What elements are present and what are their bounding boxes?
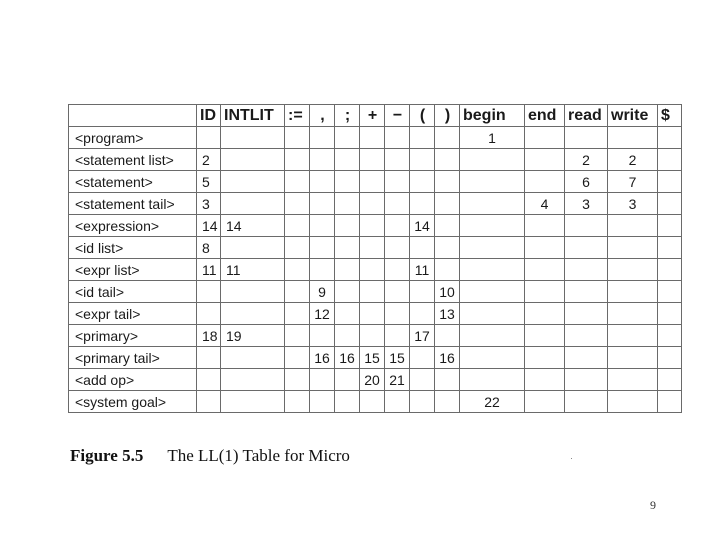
- header-terminal: (: [410, 105, 435, 127]
- table-cell: 19: [221, 325, 285, 347]
- table-cell: [285, 347, 310, 369]
- table-cell: [410, 303, 435, 325]
- table-cell: 15: [360, 347, 385, 369]
- table-cell: 4: [525, 193, 565, 215]
- table-cell: [221, 237, 285, 259]
- table-cell: [608, 281, 658, 303]
- table-cell: [197, 281, 221, 303]
- table-cell: [335, 237, 360, 259]
- table-cell: [285, 193, 310, 215]
- table-cell: 2: [565, 149, 608, 171]
- table-cell: [525, 369, 565, 391]
- table-cell: [310, 171, 335, 193]
- header-terminal: ): [435, 105, 460, 127]
- table-cell: [221, 149, 285, 171]
- table-row: [69, 303, 682, 325]
- table-cell: [608, 391, 658, 413]
- table-cell: [385, 237, 410, 259]
- table-cell: [360, 149, 385, 171]
- table-cell: [525, 127, 565, 149]
- table-cell: [658, 325, 682, 347]
- table-cell: [360, 281, 385, 303]
- table-cell: [460, 215, 525, 237]
- table-cell: [565, 259, 608, 281]
- table-row: [69, 193, 682, 215]
- table-cell: [565, 391, 608, 413]
- table-cell: [385, 281, 410, 303]
- table-cell: [410, 193, 435, 215]
- table-cell: [410, 149, 435, 171]
- table-cell: [608, 325, 658, 347]
- table-cell: [608, 237, 658, 259]
- table-cell: [410, 237, 435, 259]
- nonterminal-label: <expression>: [69, 215, 197, 237]
- table-cell: [385, 193, 410, 215]
- table-cell: 16: [335, 347, 360, 369]
- table-cell: [658, 237, 682, 259]
- table-cell: 16: [310, 347, 335, 369]
- header-terminal: ID: [197, 105, 221, 127]
- table-row: [69, 369, 682, 391]
- table-cell: [460, 149, 525, 171]
- table-cell: 16: [435, 347, 460, 369]
- scan-speck: [571, 458, 572, 459]
- table-cell: 21: [385, 369, 410, 391]
- table-body: [69, 127, 682, 413]
- header-terminal: begin: [460, 105, 525, 127]
- table-cell: [335, 171, 360, 193]
- table-cell: [565, 369, 608, 391]
- table-cell: [460, 281, 525, 303]
- table-cell: [658, 369, 682, 391]
- table-cell: [435, 391, 460, 413]
- table-cell: [608, 259, 658, 281]
- table-cell: [435, 193, 460, 215]
- table-cell: [360, 325, 385, 347]
- table-cell: 2: [197, 149, 221, 171]
- table-cell: [335, 369, 360, 391]
- table-cell: [310, 193, 335, 215]
- table-cell: [221, 193, 285, 215]
- table-cell: [435, 127, 460, 149]
- table-row: [69, 281, 682, 303]
- table-cell: [658, 127, 682, 149]
- figure-title: The LL(1) Table for Micro: [167, 446, 350, 465]
- table-cell: [285, 369, 310, 391]
- table-cell: [385, 325, 410, 347]
- table-cell: [565, 127, 608, 149]
- table-cell: [525, 325, 565, 347]
- table-cell: [525, 391, 565, 413]
- table-row: [69, 391, 682, 413]
- table-cell: [525, 259, 565, 281]
- table-cell: 5: [197, 171, 221, 193]
- header-terminal: write: [608, 105, 658, 127]
- nonterminal-label: <system goal>: [69, 391, 197, 413]
- table-cell: [360, 215, 385, 237]
- table-cell: [285, 325, 310, 347]
- table-cell: 15: [385, 347, 410, 369]
- table-cell: [221, 171, 285, 193]
- table-cell: 9: [310, 281, 335, 303]
- table-cell: [435, 149, 460, 171]
- table-cell: [335, 391, 360, 413]
- table-cell: [565, 325, 608, 347]
- table-cell: [360, 127, 385, 149]
- table-row: [69, 347, 682, 369]
- table-cell: [525, 171, 565, 193]
- table-cell: [435, 237, 460, 259]
- table-cell: [565, 281, 608, 303]
- nonterminal-label: <expr tail>: [69, 303, 197, 325]
- table-row: [69, 259, 682, 281]
- nonterminal-label: <expr list>: [69, 259, 197, 281]
- table-cell: [525, 215, 565, 237]
- table-cell: [221, 127, 285, 149]
- header-terminal: :=: [285, 105, 310, 127]
- table-cell: [221, 303, 285, 325]
- table-row: [69, 237, 682, 259]
- table-cell: [310, 325, 335, 347]
- table-cell: 20: [360, 369, 385, 391]
- table-cell: [285, 303, 310, 325]
- table-cell: [658, 259, 682, 281]
- nonterminal-label: <program>: [69, 127, 197, 149]
- table-cell: [360, 237, 385, 259]
- table-cell: [385, 259, 410, 281]
- table-cell: [310, 237, 335, 259]
- table-cell: [385, 171, 410, 193]
- figure-caption: [70, 446, 350, 466]
- table-cell: [285, 127, 310, 149]
- nonterminal-label: <id list>: [69, 237, 197, 259]
- nonterminal-label: <statement list>: [69, 149, 197, 171]
- table-cell: [335, 281, 360, 303]
- table-cell: 3: [565, 193, 608, 215]
- table-cell: [435, 215, 460, 237]
- header-terminal: read: [565, 105, 608, 127]
- table-cell: [658, 347, 682, 369]
- table-cell: [310, 369, 335, 391]
- table-cell: [335, 149, 360, 171]
- table-cell: [197, 347, 221, 369]
- ll1-parse-table: [68, 104, 682, 413]
- table-cell: 18: [197, 325, 221, 347]
- table-cell: [410, 171, 435, 193]
- table-cell: [435, 325, 460, 347]
- table-cell: [608, 303, 658, 325]
- table-cell: [197, 391, 221, 413]
- table-cell: [197, 303, 221, 325]
- table-cell: 11: [221, 259, 285, 281]
- nonterminal-label: <statement>: [69, 171, 197, 193]
- table-cell: 3: [608, 193, 658, 215]
- table-cell: [385, 215, 410, 237]
- table-cell: [221, 391, 285, 413]
- table-cell: [608, 369, 658, 391]
- table-cell: [335, 259, 360, 281]
- table-cell: 14: [197, 215, 221, 237]
- header-terminal: end: [525, 105, 565, 127]
- table-cell: [525, 347, 565, 369]
- table-cell: 17: [410, 325, 435, 347]
- table-cell: [658, 391, 682, 413]
- table-cell: [197, 369, 221, 391]
- table-cell: [565, 347, 608, 369]
- table-cell: [658, 193, 682, 215]
- table-cell: [360, 259, 385, 281]
- table-cell: [410, 127, 435, 149]
- table-cell: 6: [565, 171, 608, 193]
- table-row: [69, 127, 682, 149]
- table-cell: 12: [310, 303, 335, 325]
- table-row: [69, 149, 682, 171]
- table-cell: [565, 237, 608, 259]
- table-cell: [385, 127, 410, 149]
- header-terminal: ,: [310, 105, 335, 127]
- table-cell: [385, 391, 410, 413]
- table-cell: [285, 281, 310, 303]
- table-cell: [385, 303, 410, 325]
- table-cell: [335, 325, 360, 347]
- table-cell: [525, 149, 565, 171]
- table-cell: [285, 215, 310, 237]
- nonterminal-label: <primary>: [69, 325, 197, 347]
- table-cell: 2: [608, 149, 658, 171]
- nonterminal-label: <add op>: [69, 369, 197, 391]
- table-cell: [460, 171, 525, 193]
- table-cell: [221, 369, 285, 391]
- table-cell: 1: [460, 127, 525, 149]
- table-cell: [360, 171, 385, 193]
- table-cell: [435, 369, 460, 391]
- table-cell: [410, 281, 435, 303]
- table-cell: [565, 303, 608, 325]
- table-cell: [525, 237, 565, 259]
- header-terminal: INTLIT: [221, 105, 285, 127]
- nonterminal-label: <id tail>: [69, 281, 197, 303]
- table-cell: [285, 237, 310, 259]
- table-cell: [360, 193, 385, 215]
- page-number: 9: [650, 498, 656, 512]
- table-cell: [460, 369, 525, 391]
- table-cell: 11: [410, 259, 435, 281]
- table-cell: 14: [410, 215, 435, 237]
- table-cell: [410, 347, 435, 369]
- header-terminal: ;: [335, 105, 360, 127]
- table-cell: [435, 259, 460, 281]
- table-cell: 22: [460, 391, 525, 413]
- table-cell: [410, 391, 435, 413]
- header-corner: [69, 105, 197, 127]
- table-cell: [608, 127, 658, 149]
- table-cell: [385, 149, 410, 171]
- table-row: [69, 325, 682, 347]
- table-cell: [310, 149, 335, 171]
- header-row: [69, 105, 682, 127]
- table-cell: [310, 215, 335, 237]
- table-cell: [525, 303, 565, 325]
- table-cell: [197, 127, 221, 149]
- table-cell: [285, 391, 310, 413]
- table-cell: [658, 303, 682, 325]
- table-cell: [335, 303, 360, 325]
- table-cell: [285, 171, 310, 193]
- table-cell: [460, 237, 525, 259]
- table-cell: [435, 171, 460, 193]
- table-cell: [221, 347, 285, 369]
- nonterminal-label: <statement tail>: [69, 193, 197, 215]
- table-cell: [608, 347, 658, 369]
- table-cell: [460, 193, 525, 215]
- table-cell: [360, 391, 385, 413]
- header-terminal: +: [360, 105, 385, 127]
- table-cell: 10: [435, 281, 460, 303]
- header-terminal: $: [658, 105, 682, 127]
- header-terminal: −: [385, 105, 410, 127]
- table-cell: 11: [197, 259, 221, 281]
- table-cell: [285, 149, 310, 171]
- table-cell: [658, 171, 682, 193]
- table-cell: [658, 281, 682, 303]
- nonterminal-label: <primary tail>: [69, 347, 197, 369]
- table-row: [69, 215, 682, 237]
- table-cell: [658, 215, 682, 237]
- table-cell: 7: [608, 171, 658, 193]
- table-cell: [565, 215, 608, 237]
- table-cell: [335, 215, 360, 237]
- table-cell: 3: [197, 193, 221, 215]
- table-cell: 8: [197, 237, 221, 259]
- table-cell: [608, 215, 658, 237]
- table-cell: [460, 303, 525, 325]
- table-cell: [410, 369, 435, 391]
- table-cell: 14: [221, 215, 285, 237]
- table-cell: [310, 391, 335, 413]
- table-cell: [285, 259, 310, 281]
- table-cell: [525, 281, 565, 303]
- table-cell: [221, 281, 285, 303]
- figure-label: Figure 5.5: [70, 446, 144, 465]
- table-cell: [310, 127, 335, 149]
- table-cell: [460, 325, 525, 347]
- table-cell: [335, 193, 360, 215]
- table-cell: [310, 259, 335, 281]
- table-cell: [335, 127, 360, 149]
- table-cell: [360, 303, 385, 325]
- table-cell: 13: [435, 303, 460, 325]
- table-row: [69, 171, 682, 193]
- table-cell: [460, 347, 525, 369]
- table-cell: [658, 149, 682, 171]
- table-cell: [460, 259, 525, 281]
